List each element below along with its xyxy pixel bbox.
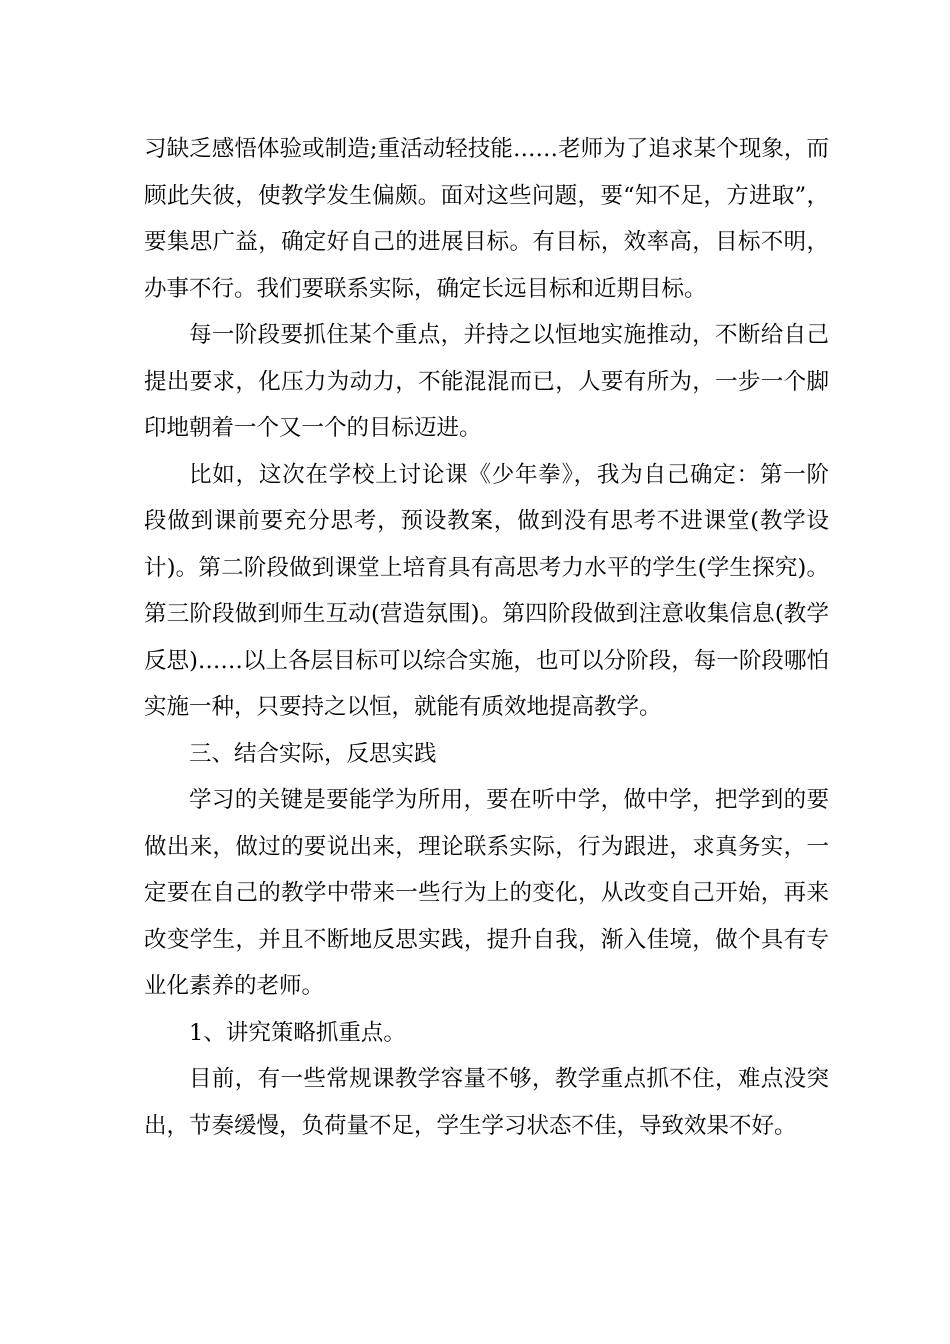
document-body: [144, 126, 829, 1149]
paragraph-4: 学习的关键是要能学为所用，要在听中学，做中学，把学到的要做出来，做过的要说出来，理论联系实际，行为跟进，求真务实，一定要在自己的教学中带来一些行为上的变化，从改变自己开始，再来改变学生，并且不断地反思实践，提升自我，渐入佳境，做个具有专业化素养的老师。: [144, 787, 829, 999]
paragraph-3: 比如，这次在学校上讨论课《少年拳》，我为自己确定：第一阶段做到课前要充分思考，预设教案，做到没有思考不进课堂(教学设计)。第二阶段做到课堂上培育具有高思考力水平的学生(学生探究)。第三阶段做到师生互动(营造氛围)。第四阶段做到注意收集信息(教学反思)……以上各层目标可以综合实施，也可以分阶段，每一阶段哪怕实施一种，只要持之以恒，就能有质效地提高教学。: [144, 461, 829, 720]
paragraph-2: 每一阶段要抓住某个重点，并持之以恒地实施推动，不断给自己提出要求，化压力为动力，不能混混而已，人要有所为，一步一个脚印地朝着一个又一个的目标迈进。: [144, 322, 829, 441]
subsection-heading: 1、讲究策略抓重点。: [189, 1019, 406, 1046]
paragraph-5: 目前，有一些常规课教学容量不够，教学重点抓不住，难点没突出，节奏缓慢，负荷量不足，学生学习状态不佳，导致效果不好。: [144, 1066, 829, 1139]
paragraph-1: 习缺乏感悟体验或制造;重活动轻技能……老师为了追求某个现象，而顾此失彼，使教学发生偏颇。面对这些问题，要“知不足，方进取”，要集思广益，确定好自己的进展目标。有目标，效率高，目标不明，办事不行。我们要联系实际，确定长远目标和近期目标。: [144, 136, 829, 302]
section-heading: 三、结合实际，反思实践: [189, 740, 437, 767]
